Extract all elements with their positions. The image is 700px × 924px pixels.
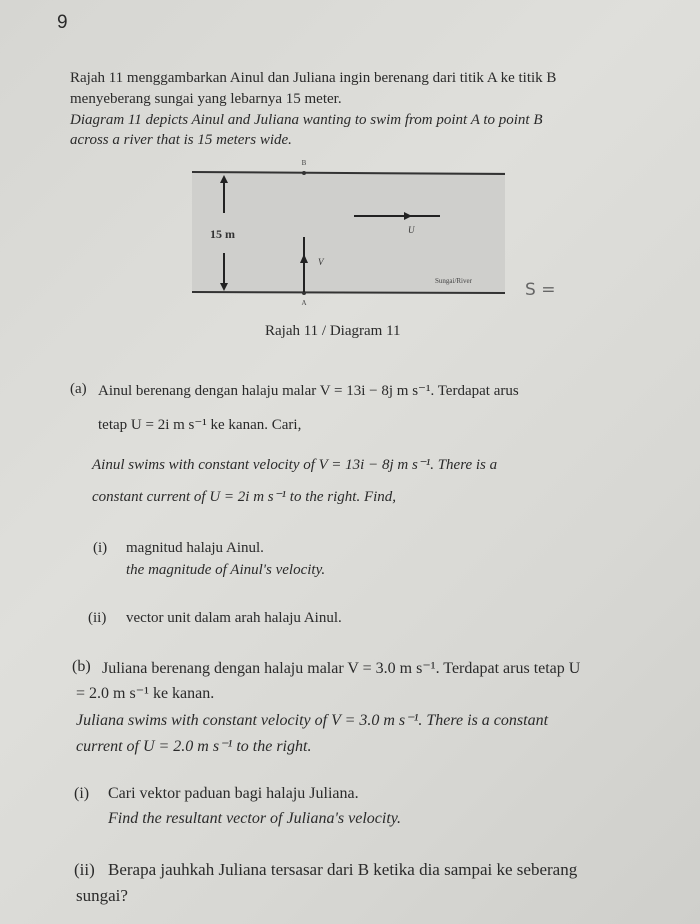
part-b-ii-ms: Berapa jauhkah Juliana tersasar dari B ketika dia sampai ke seberang xyxy=(108,860,578,879)
diagram-caption: Rajah 11 / Diagram 11 xyxy=(265,323,401,339)
intro-en-line2: across a river that is 15 meters wide. xyxy=(70,132,292,148)
river-label: Sungai/River xyxy=(435,277,472,285)
river-diagram xyxy=(180,155,560,315)
part-b-ii-ms2: sungai? xyxy=(76,886,128,905)
part-a-en-line2: constant current of U = 2i m s⁻¹ to the right. Find, xyxy=(92,489,397,505)
handwritten-note: S = xyxy=(525,280,556,300)
question-number: 9 xyxy=(57,12,68,33)
part-a-ms-line2: tetap U = 2i m s⁻¹ ke kanan. Cari, xyxy=(98,417,302,433)
part-b-i-ms: Cari vektor paduan bagi halaju Juliana. xyxy=(108,785,359,802)
intro-ms-line1: Rajah 11 menggambarkan Ainul dan Juliana ingin berenang dari titik A ke titik B xyxy=(70,70,557,86)
part-a-i-ms: magnitud halaju Ainul. xyxy=(126,540,264,556)
current-label: U xyxy=(408,225,415,235)
point-b-label: B xyxy=(301,159,307,167)
part-b-en-line1: Juliana swims with constant velocity of V = 3.0 m s⁻¹. There is a constant xyxy=(76,712,549,729)
river-area xyxy=(192,172,505,292)
width-label: 15 m xyxy=(210,227,235,241)
intro-en-line1: Diagram 11 depicts Ainul and Juliana wanting to swim from point A to point B xyxy=(70,112,543,128)
part-a-ms-line1: Ainul berenang dengan halaju malar V = 13i − 8j m s⁻¹. Terdapat arus xyxy=(98,383,519,399)
intro-ms-line2: menyeberang sungai yang lebarnya 15 meter. xyxy=(70,91,342,107)
part-a-label: (a) xyxy=(70,381,87,397)
part-a-ii-ms: vector unit dalam arah halaju Ainul. xyxy=(126,610,342,626)
part-a-en-line1: Ainul swims with constant velocity of V = 13i − 8j m s⁻¹. There is a xyxy=(92,457,498,473)
velocity-label: V xyxy=(318,257,324,267)
part-b-en-line2: current of U = 2.0 m s⁻¹ to the right. xyxy=(76,738,312,755)
part-b-ms-line2: = 2.0 m s⁻¹ ke kanan. xyxy=(76,685,215,702)
part-b-ii-label: (ii) xyxy=(74,860,95,879)
point-b-dot xyxy=(302,171,306,175)
part-b-label: (b) xyxy=(72,658,91,675)
part-a-i-en: the magnitude of Ainul's velocity. xyxy=(126,562,326,578)
part-b-i-en: Find the resultant vector of Juliana's velocity. xyxy=(108,810,401,827)
bank-bottom xyxy=(192,292,505,293)
part-b-ms-line1: Juliana berenang dengan halaju malar V = 3.0 m s⁻¹. Terdapat arus tetap U xyxy=(102,660,581,677)
point-a-label: A xyxy=(301,299,307,307)
part-a-ii-label: (ii) xyxy=(88,610,107,626)
part-b-i-label: (i) xyxy=(74,785,90,802)
part-a-i-label: (i) xyxy=(93,540,108,556)
